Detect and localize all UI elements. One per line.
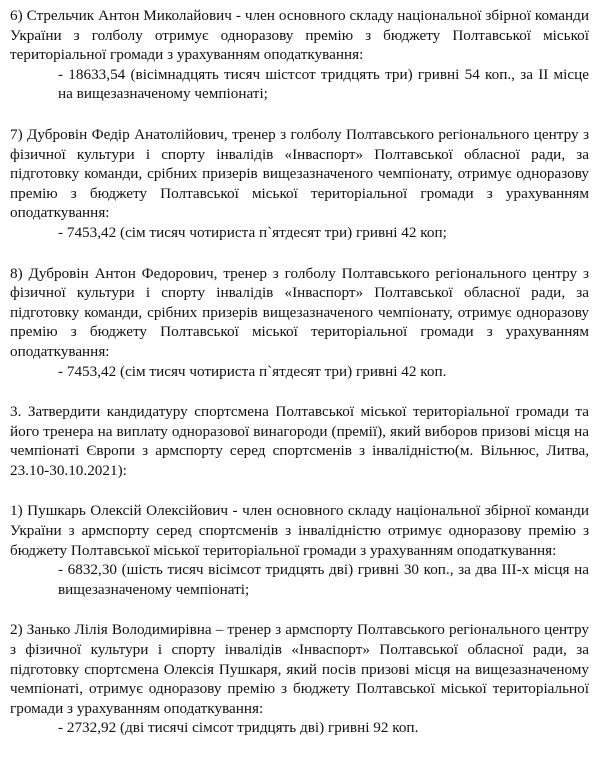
amount-item-6: - 18633,54 (вісімнадцять тисяч шістсот тридцять три) гривні 54 коп., за II місце на вищезазначеному чемпіонаті; [58,65,589,103]
amount-item-8: - 7453,42 (сім тисяч чотириста п`ятдесят три) гривні 42 коп. [58,362,447,380]
spacer [10,381,589,402]
spacer [10,104,589,125]
document-page [10,6,589,738]
amount-item-7: - 7453,42 (сім тисяч чотириста п`ятдесят три) гривні 42 коп; [58,223,447,241]
spacer [10,243,589,264]
amount-item-3-2: - 2732,92 (дві тисячі сімсот тридцять дві) гривні 92 коп. [58,719,419,737]
paragraph-item-8: 8) Дубровін Антон Федорович, тренер з голболу Полтавського регіонального центру з фізичної культури і спорту інвалідів «Інваспорт» Полтавської обласної ради, за підготовку команди, срібних призерів вищезазначеного чемпіонату, отримує одноразову премію з бюджету Полтавської міської територіальної громади з урахуванням оподаткування: [10,264,589,360]
paragraph-item-6: 6) Стрельчик Антон Миколайович - член основного складу національної збірної команди України з голболу отримує одноразову премію з бюджету Полтавської міської територіальної громади з урахуванням оподаткування: [10,7,589,64]
spacer [10,599,589,620]
section-3-paragraph: 3. Затвердити кандидатуру спортсмена Полтавської міської територіальної громади та його тренера на виплату одноразової винагороди (премії), який виборов призові місця на чемпіонаті Європи з армспорту серед спортсменів з інвалідністю(м. Вільнюс, Литва, 23.10-30.10.2021): [10,403,589,479]
paragraph-item-3-1: 1) Пушкарь Олексій Олексійович - член основного складу національної збірної команди України з армспорту серед спортсменів з інвалідністю отримує одноразову премію з бюджету Полтавської міської територіальної громади з урахуванням оподаткування: [10,502,589,559]
spacer [10,480,589,501]
paragraph-item-7: 7) Дубровін Федір Анатолійович, тренер з голболу Полтавського регіонального центру з фізичної культури і спорту інвалідів «Інваспорт» Полтавської обласної ради, за підготовку команди, срібних призерів вищезазначеного чемпіонату, отримує одноразову премію з бюджету Полтавської міської територіальної громади з урахуванням оподаткування: [10,125,589,222]
amount-item-3-1: - 6832,30 (шість тисяч вісімсот тридцять дві) гривні 30 коп., за два III-х місця на вищезазначеному чемпіонаті; [58,561,589,598]
paragraph-item-3-2: 2) Занько Лілія Володимирівна – тренер з армспорту Полтавського регіонального центру з фізичної культури і спорту інвалідів «Інваспорт» Полтавської обласної ради, за підготовку спортсмена Олексія Пушкаря, який посів призові місця на вищезазначеному чемпіонаті, отримує одноразову премію з бюджету Полтавської міської територіальної громади з урахуванням оподаткування: [10,621,589,717]
